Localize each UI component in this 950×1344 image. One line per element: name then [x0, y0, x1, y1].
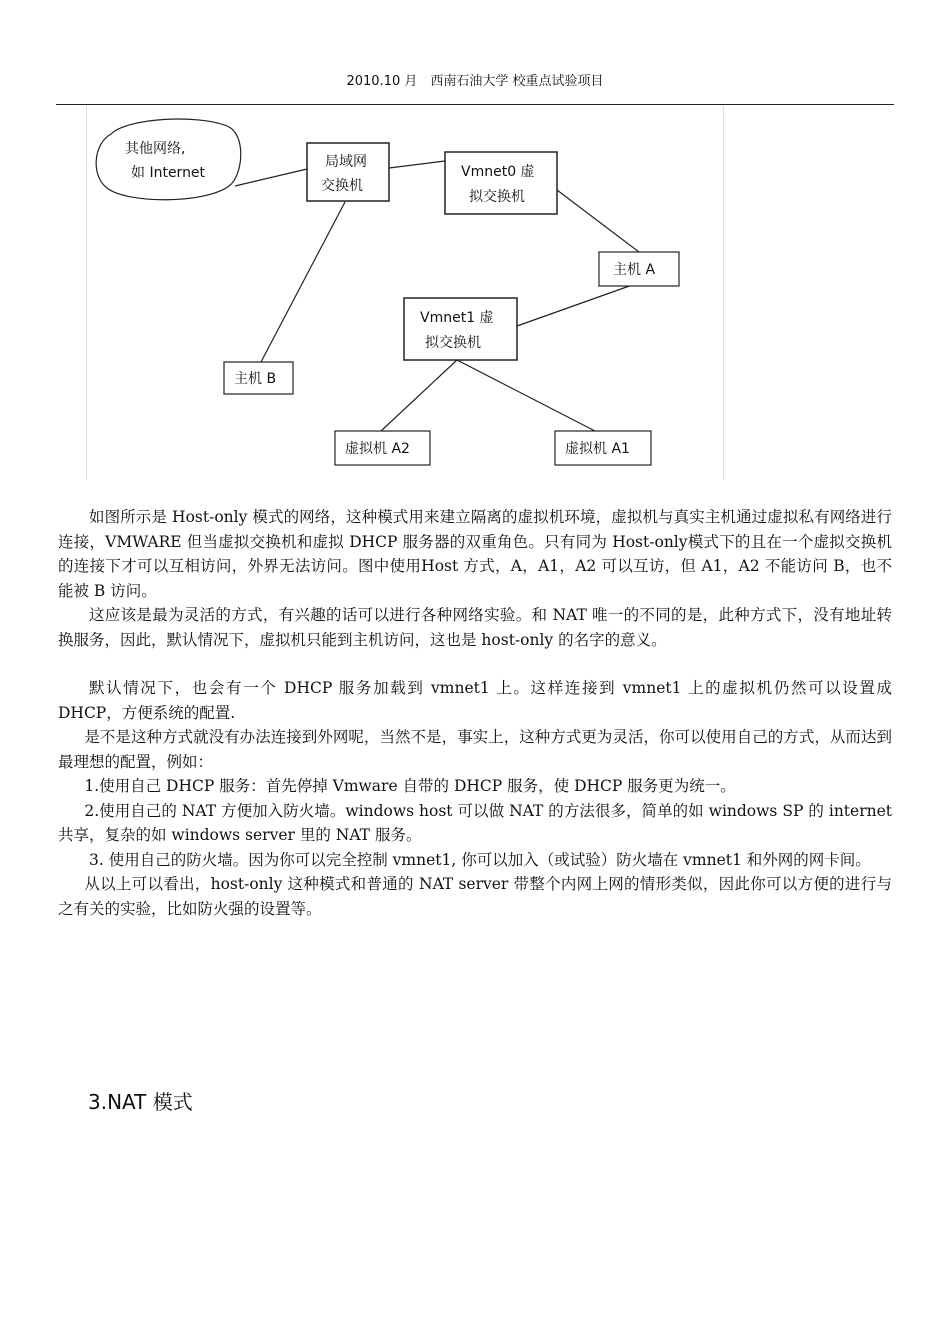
host-a-label: 主机 A	[613, 262, 656, 278]
vmnet1-label-line1: Vmnet1 虚	[420, 310, 494, 326]
list-item-3: 3. 使用自己的防火墙。因为你可以完全控制 vmnet1, 你可以加入（或试验）防火墙在 vmnet1 和外网的网卡间。	[89, 850, 871, 869]
list-item-2: 2.使用自己的 NAT 方便加入防火墙。windows host 可以做 NAT 的方法很多，简单的如 windows SP 的 internet 共享，复杂的如 windows server 里的 NAT 服务。	[58, 801, 892, 844]
link-hosta-vmnet1	[517, 284, 635, 326]
link-cloud-lan	[235, 169, 307, 186]
vmnet1-label-line2: 拟交换机	[425, 335, 481, 351]
paragraph-hostonly-intro: 如图所示是 Host-only 模式的网络，这种模式用来建立隔离的虚拟机环境，虚拟机与真实主机通过虚拟私有网络进行连接，VMWARE 但当虚拟交换机和虚拟 DHCP 服务器的双重角色。只有同为 Host-only模式下的且在一个虚拟交换机的连接下才可以互相访问，外界无法访问。图中使用Host 方式，A，A1，A2 可以互访，但 A1，A2 不能访问 B，也不能被 B 访问。	[58, 508, 892, 600]
link-vmnet1-vma2	[381, 360, 457, 431]
link-vmnet1-vma1	[457, 360, 595, 431]
lan-switch-label-line1: 局域网	[325, 154, 367, 170]
header-divider	[56, 104, 894, 105]
vm-a1-label: 虚拟机 A1	[565, 441, 630, 457]
host-b-label: 主机 B	[234, 371, 277, 387]
paragraph-flexibility: 这应该是最为灵活的方式，有兴趣的话可以进行各种网络实验。和 NAT 唯一的不同的是，此种方式下，没有地址转换服务，因此，默认情况下，虚拟机只能到主机访问，这也是 host-only 的名字的意义。	[58, 606, 892, 649]
list-item-1: 1.使用自己 DHCP 服务：首先停掉 Vmware 自带的 DHCP 服务，使 DHCP 服务更为统一。	[84, 777, 736, 795]
body-text	[58, 505, 892, 921]
paragraph-conclusion: 从以上可以看出，host-only 这种模式和普通的 NAT server 带整个内网上网的情形类似，因此你可以方便的进行与之有关的实验，比如防火强的设置等。	[58, 875, 892, 918]
link-lan-hostb	[261, 202, 345, 362]
vmnet0-label-line1: Vmnet0 虚	[461, 164, 535, 180]
page-header: 2010.10 月 西南石油大学 校重点试验项目	[346, 74, 604, 89]
link-lan-vmnet0	[389, 161, 445, 168]
lan-switch-label-line2: 交换机	[321, 178, 363, 194]
vm-a2-label: 虚拟机 A2	[345, 441, 410, 457]
network-diagram	[86, 106, 724, 480]
cloud-icon	[96, 119, 241, 200]
paragraph-external-access: 是不是这种方式就没有办法连接到外网呢，当然不是，事实上，这种方式更为灵活，你可以使用自己的方式，从而达到最理想的配置，例如：	[58, 728, 892, 771]
link-vmnet0-hosta	[557, 190, 639, 252]
paragraph-dhcp-default: 默认情况下，也会有一个 DHCP 服务加载到 vmnet1 上。这样连接到 vmnet1 上的虚拟机仍然可以设置成 DHCP，方便系统的配置.	[58, 679, 892, 722]
network-diagram-svg	[87, 106, 723, 480]
section-heading: 3.NAT 模式	[88, 1090, 193, 1114]
cloud-label-line2: 如 Internet	[131, 165, 206, 181]
vmnet0-label-line2: 拟交换机	[469, 189, 525, 205]
cloud-label-line1: 其他网络,	[125, 141, 186, 157]
